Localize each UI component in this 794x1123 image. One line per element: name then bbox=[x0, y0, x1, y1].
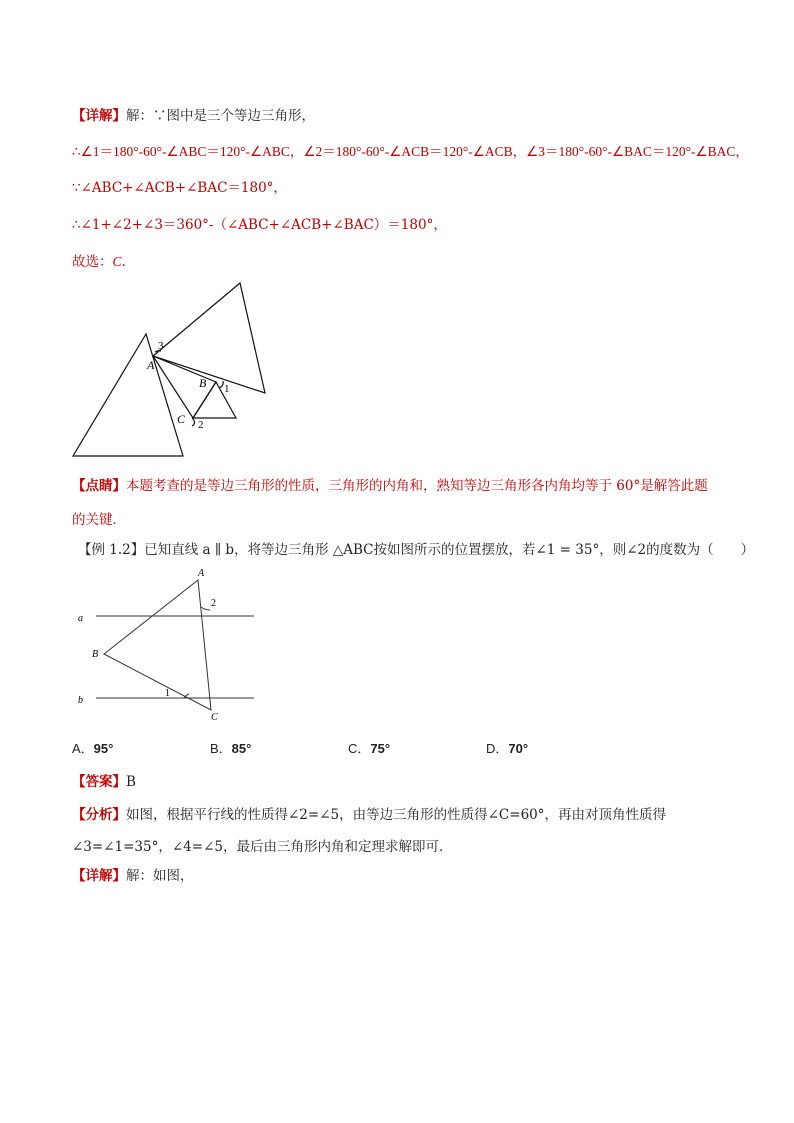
label-A: A bbox=[147, 358, 155, 372]
example-tag: 【例 1.2】 bbox=[78, 542, 145, 558]
side-AC bbox=[153, 356, 193, 418]
angle-1-arc bbox=[219, 381, 223, 388]
comment-text-1: 本题考查的是等边三角形的性质，三角形的内角和，熟知等边三角形各内角均等于 60°是解答此题 bbox=[126, 478, 708, 494]
triangle-ABC bbox=[104, 580, 211, 710]
choice-d-letter: D． bbox=[486, 741, 509, 756]
analysis-line-1 bbox=[72, 803, 666, 823]
label-B: B bbox=[199, 376, 207, 390]
choice-d-value: 70° bbox=[508, 741, 529, 756]
comment-line-2: 的关键． bbox=[72, 512, 126, 528]
choice-c-letter: C． bbox=[348, 741, 371, 756]
detail-text: 解：∵图中是三个等边三角形， bbox=[126, 108, 315, 124]
detail-line bbox=[72, 104, 315, 124]
label-C: C bbox=[177, 412, 186, 426]
detail2-tag: 【详解】 bbox=[72, 868, 126, 884]
analysis-line-2: ∠3=∠1=35°，∠4=∠5，最后由三角形内角和定理求解即可． bbox=[72, 839, 453, 855]
label-B: B bbox=[92, 649, 99, 660]
analysis-text-1: 如图，根据平行线的性质得∠2=∠5，由等边三角形的性质得∠C=60°，再由对顶角性质得 bbox=[126, 807, 666, 823]
choice-a[interactable] bbox=[72, 738, 113, 757]
solution-step-4 bbox=[72, 250, 126, 270]
label-3: 3 bbox=[158, 340, 164, 352]
detail2-line bbox=[72, 864, 194, 884]
answer-line bbox=[72, 770, 136, 790]
detail2-text: 解：如图， bbox=[126, 868, 194, 884]
label-a: a bbox=[78, 613, 83, 624]
three-triangles-figure bbox=[66, 278, 286, 463]
choice-a-letter: A． bbox=[72, 741, 94, 756]
detail-tag: 【详解】 bbox=[72, 108, 126, 124]
analysis-tag: 【分析】 bbox=[72, 807, 126, 823]
angle-2-arc bbox=[192, 418, 195, 426]
solution-step-1: ∴∠1＝180°-60°-∠ABC＝120°-∠ABC，∠2＝180°-60°-∠ACB＝120°-∠ACB，∠3＝180°-60°-∠BAC＝120°-∠BAC， bbox=[72, 144, 749, 159]
choose-prefix: 故选： bbox=[72, 254, 113, 270]
choice-a-value: 95° bbox=[93, 741, 114, 756]
choice-b-letter: B． bbox=[210, 741, 232, 756]
choice-b[interactable] bbox=[210, 738, 251, 757]
comment-line-1 bbox=[72, 474, 708, 494]
label-1: 1 bbox=[224, 383, 230, 395]
example-text: 已知直线 a ∥ b，将等边三角形 △ABC按如图所示的位置摆放，若∠1 = 35°，则∠2的度数为（ ） bbox=[144, 542, 755, 558]
large-triangle bbox=[73, 334, 183, 456]
label-C: C bbox=[211, 712, 218, 723]
choice-b-value: 85° bbox=[231, 741, 252, 756]
choose-suffix: . bbox=[121, 254, 126, 270]
choice-c[interactable] bbox=[348, 738, 390, 757]
parallel-lines-figure bbox=[72, 562, 262, 727]
choice-c-value: 75° bbox=[370, 741, 391, 756]
choice-d[interactable] bbox=[486, 738, 528, 757]
answer-text: B bbox=[126, 774, 136, 790]
label-2: 2 bbox=[198, 419, 204, 431]
angle-2-arc bbox=[201, 607, 210, 610]
label-2: 2 bbox=[211, 598, 216, 609]
label-1: 1 bbox=[165, 688, 170, 699]
answer-tag: 【答案】 bbox=[72, 774, 126, 790]
upper-triangle bbox=[153, 283, 265, 393]
choose-answer: C bbox=[112, 254, 122, 269]
side-AB bbox=[153, 356, 216, 382]
comment-tag: 【点睛】 bbox=[72, 478, 126, 494]
solution-step-2: ∵∠ABC+∠ACB+∠BAC＝180°， bbox=[72, 180, 287, 196]
solution-step-3: ∴∠1+∠2+∠3＝360°-（∠ABC+∠ACB+∠BAC）＝180°， bbox=[72, 217, 447, 233]
example-question bbox=[78, 538, 754, 558]
label-A: A bbox=[198, 568, 205, 579]
label-b: b bbox=[78, 695, 83, 706]
